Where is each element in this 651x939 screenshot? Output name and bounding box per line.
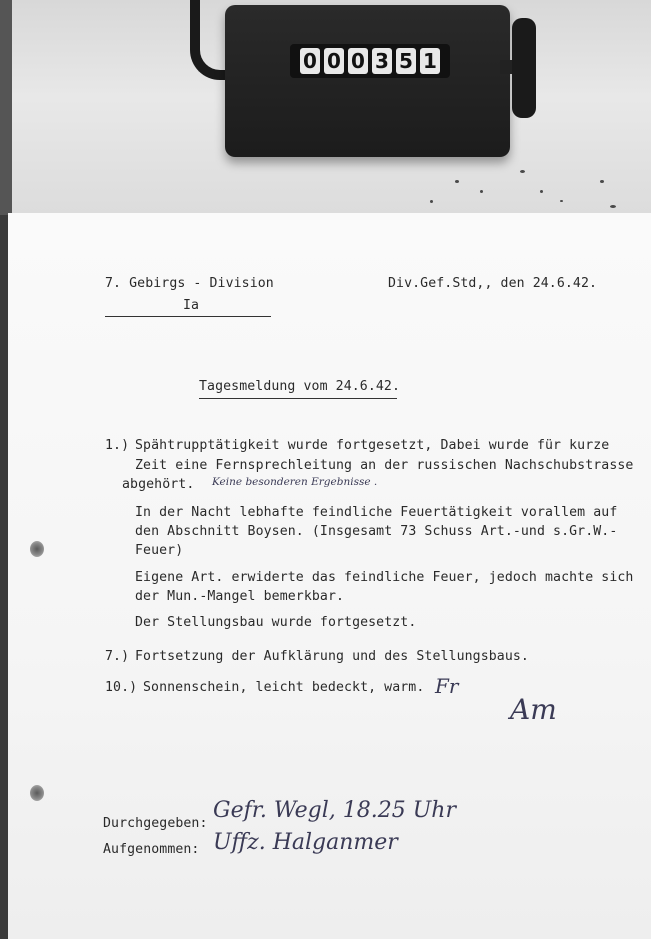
speck (540, 190, 543, 193)
speck (430, 200, 433, 203)
place-date: Div.Gef.Std,, den 24.6.42. (388, 276, 598, 291)
counter-digit: 0 (324, 48, 344, 74)
section-code: Ia (183, 298, 200, 313)
punch-hole (30, 785, 44, 801)
received-label: Aufgenommen: (103, 842, 200, 857)
mechanical-counter (225, 5, 510, 157)
speck (455, 180, 459, 183)
counter-digit: 0 (300, 48, 320, 74)
initials-mark: Fr (435, 674, 459, 698)
paragraph-line: In der Nacht lebhafte feindliche Feuertätigkeit vorallem auf (135, 505, 618, 520)
received-value: Uffz. Halganmer (213, 830, 398, 855)
counter-digit: 0 (348, 48, 368, 74)
paragraph-line: Der Stellungsbau wurde fortgesetzt. (135, 615, 417, 630)
item-number: 1.) (105, 438, 130, 453)
handwritten-note: Keine besonderen Ergebnisse . (212, 476, 378, 488)
counter-digit: 5 (396, 48, 416, 74)
unit-name: 7. Gebirgs - Division (105, 276, 274, 291)
paragraph-line: Eigene Art. erwiderte das feindliche Feuer, jedoch machte sich (135, 570, 634, 585)
signature: Am (510, 693, 557, 726)
paragraph-line: den Abschnitt Boysen. (Insgesamt 73 Schuss Art.-und s.Gr.W.- (135, 524, 618, 539)
item-number: 7.) (105, 649, 130, 664)
counter-digit: 3 (372, 48, 392, 74)
paragraph-line: Feuer) (135, 543, 184, 558)
speck (480, 190, 483, 193)
counter-digit: 1 (420, 48, 440, 74)
report-title: Tagesmeldung vom 24.6.42. (199, 379, 400, 394)
paragraph-line: der Mun.-Mangel bemerkbar. (135, 589, 345, 604)
left-edge-shadow (0, 0, 12, 215)
sent-value: Gefr. Wegl, 18.25 Uhr (213, 798, 456, 823)
speck (610, 205, 616, 208)
paragraph-line: Zeit eine Fernsprechleitung an der russischen Nachschubstrasse (135, 458, 634, 473)
item-number: 10.) (105, 680, 138, 695)
speck (520, 170, 525, 173)
sent-label: Durchgegeben: (103, 816, 208, 831)
item-text: Fortsetzung der Aufklärung und des Stellungsbaus. (135, 649, 529, 664)
header-underline (105, 316, 271, 317)
counter-display (290, 44, 450, 78)
title-underline (199, 398, 397, 399)
counter-knob (512, 18, 536, 118)
punch-hole (30, 541, 44, 557)
speck (560, 200, 563, 202)
item-text: Sonnenschein, leicht bedeckt, warm. (143, 680, 425, 695)
speck (600, 180, 604, 183)
paragraph-line: Spähtrupptätigkeit wurde fortgesetzt, Dabei wurde für kurze (135, 438, 610, 453)
paragraph-line: abgehört. (122, 477, 195, 492)
